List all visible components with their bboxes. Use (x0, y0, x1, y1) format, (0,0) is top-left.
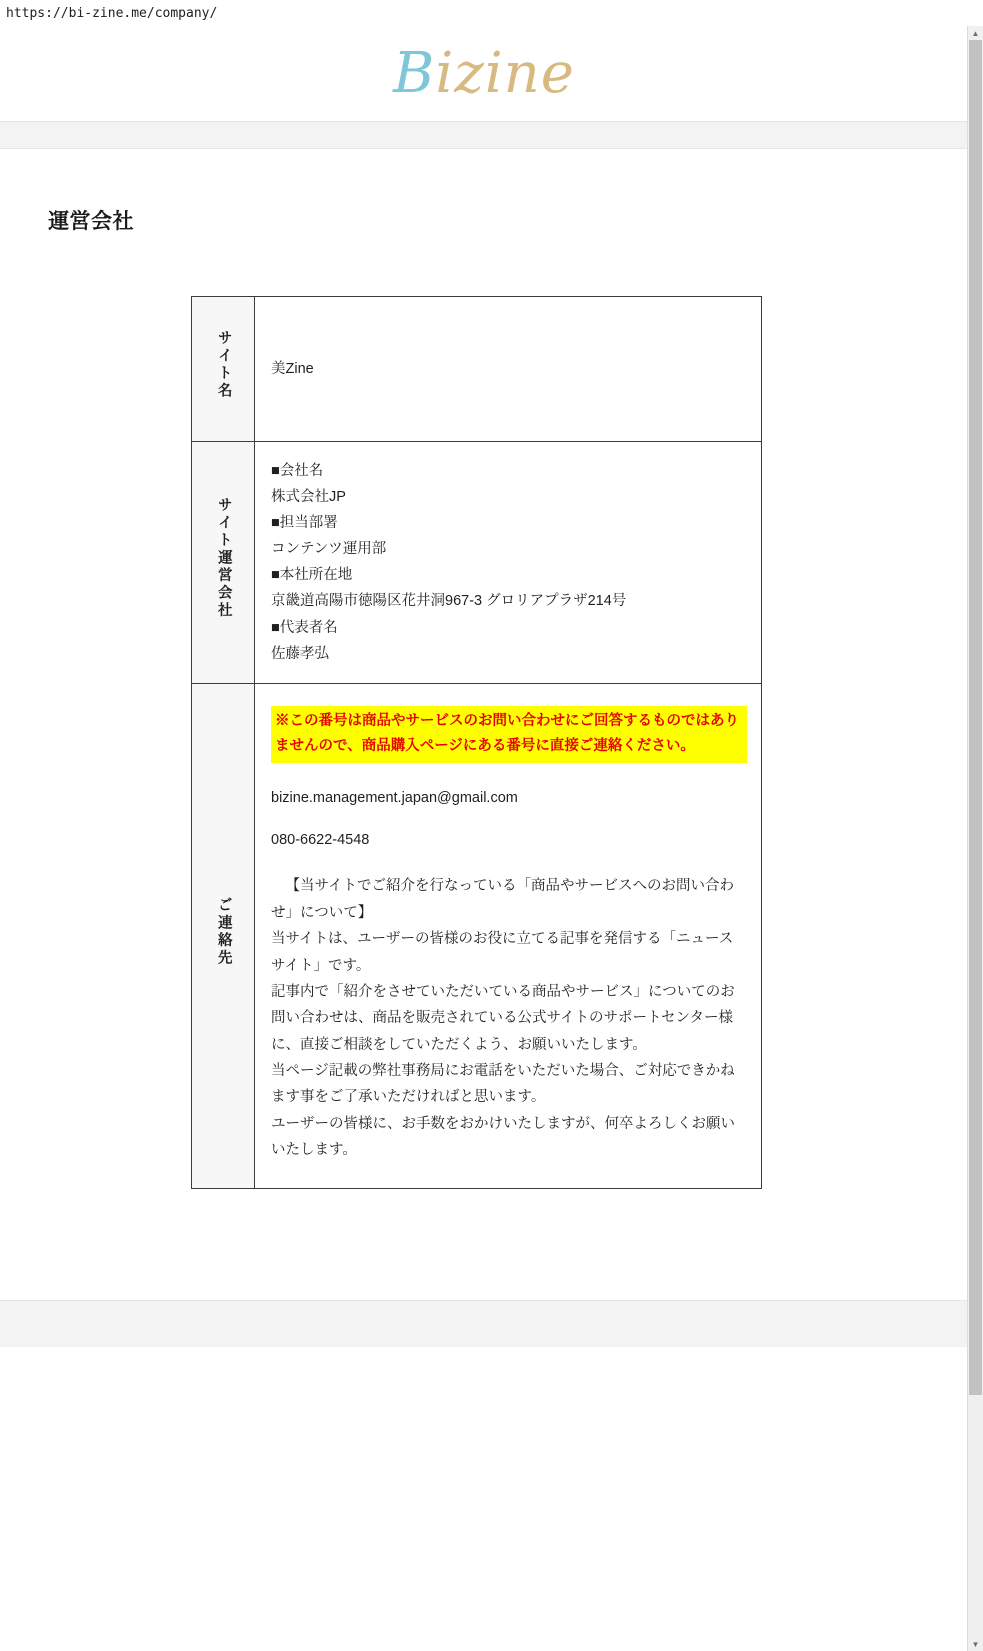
row-value-site-name (255, 297, 762, 442)
table-row-site-name (192, 297, 762, 442)
row-value-operating-company (255, 442, 762, 684)
department-value: コンテンツ運用部 (271, 541, 387, 558)
row-header-site-name-text: サイト名 (215, 330, 232, 401)
contact-note-title: 【当サイトでご紹介を行なっている「商品やサービスへのお問い合わせ」について】 (271, 878, 734, 921)
representative-label: ■代表者名 (271, 619, 338, 636)
logo-initial: B (393, 40, 436, 106)
department-label: ■担当部署 (271, 515, 338, 532)
url-text: https://bi-zine.me/company/ (6, 5, 218, 21)
logo-rest: izine (435, 40, 575, 106)
contact-email[interactable]: bizine.management.japan@gmail.com (271, 789, 518, 806)
contact-note-block (271, 873, 747, 1163)
table-row-contact (192, 683, 762, 1188)
scroll-down-arrow-icon[interactable]: ▼ (968, 1637, 983, 1651)
contact-note-line-1: 当サイトは、ユーザーの皆様のお役に立てる記事を発信する「ニュースサイト」です。 (271, 931, 734, 974)
content-inner (14, 205, 954, 1189)
contact-notice-highlight: ※この番号は商品やサービスのお問い合わせにご回答するものではありませんので、商品購入ページにある番号に直接ご連絡ください。 (271, 706, 747, 763)
page-title: 運営会社 (48, 210, 134, 233)
page-scrollbar[interactable] (967, 26, 983, 1651)
representative-value: 佐藤孝弘 (271, 645, 329, 662)
row-header-site-name (192, 297, 255, 442)
row-value-contact (255, 683, 762, 1188)
row-header-operating-company-text: サイト運営会社 (215, 497, 232, 620)
main-content (0, 205, 968, 1347)
site-header (0, 26, 968, 121)
contact-note-line-2: 記事内で「紹介をさせていただいている商品やサービス」についてのお問い合わせは、商品を販売されている公式サイトのサポートセンター様に、直接ご相談をしていただくよう、お願いいたします。 (271, 983, 735, 1053)
table-row-operating-company (192, 442, 762, 684)
contact-note-line-4: ユーザーの皆様に、お手数をおかけいたしますが、何卒よろしくお願いいたします。 (271, 1115, 735, 1159)
row-header-operating-company (192, 442, 255, 684)
company-name-label: ■会社名 (271, 463, 324, 479)
row-header-contact (192, 683, 255, 1188)
contact-phone[interactable]: 080-6622-4548 (271, 831, 370, 848)
site-name-value: 美Zine (271, 360, 314, 377)
scrollbar-thumb[interactable] (969, 40, 982, 1395)
address-label: ■本社所在地 (271, 567, 353, 584)
site-logo[interactable] (393, 40, 575, 106)
page-viewport (0, 26, 983, 1651)
footer-strip (0, 1300, 968, 1347)
contact-note-line-3: 当ページ記載の弊社事務局にお電話をいただいた場合、ご対応できかねます事をご了承いただければと思います。 (271, 1063, 735, 1106)
address-value: 京畿道高陽市徳陽区花井洞967-3 グロリアプラザ214号 (271, 593, 627, 610)
company-info-table (191, 296, 762, 1189)
scroll-up-arrow-icon[interactable]: ▲ (968, 26, 983, 40)
company-name-value: 株式会社JP (271, 489, 346, 506)
header-divider-strip (0, 121, 968, 149)
row-header-contact-text: ご連絡先 (215, 896, 232, 967)
browser-url-bar[interactable] (0, 0, 983, 26)
